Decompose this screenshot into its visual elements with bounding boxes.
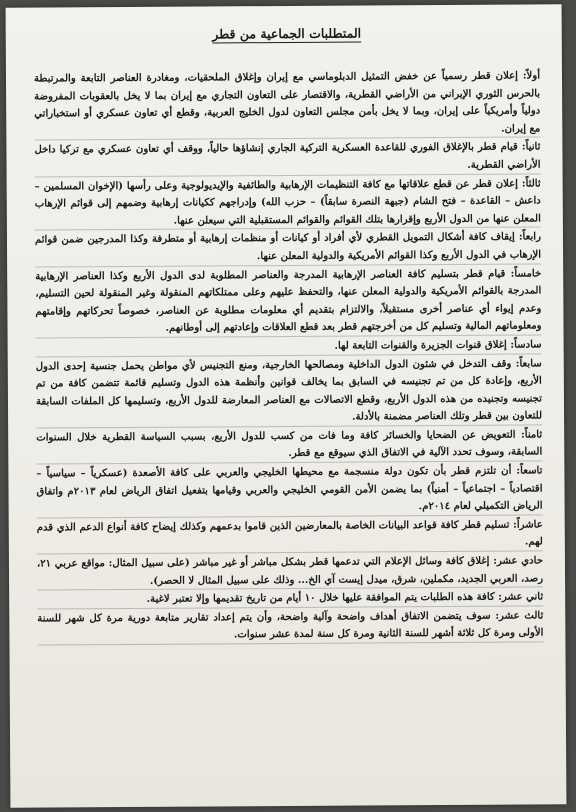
clause-12 bbox=[37, 589, 543, 610]
document-title: المتطلبات الجماعية من قطر bbox=[212, 25, 362, 42]
clause-3 bbox=[35, 175, 541, 231]
clause-text: وقف التدخل في شئون الدول الداخلية ومصالحها الخارجية، ومنع التجنيس لأي مواطن يحمل جنسية إحدى الدول الأربع، وإعادة كل من تم تجنيسه في السابق بما يخالف قوانين وأنظمة هذه الدول وتسليم قائمة تتضمن كافة من تم تجنيسه وتجنيده من هذه الدول الأربع، وقطع الاتصالات مع العناصر المعارضة للدول الأربع، وتسليمها كل الملفات السابقة للتعاون بين قطر وتلك العناصر مضمنة بالأدلة. bbox=[35, 358, 543, 423]
document-page bbox=[6, 4, 567, 807]
clause-label: أولاً: bbox=[522, 70, 541, 82]
clause-text: إعلان قطر عن قطع علاقاتها مع كافة التنظيمات الإرهابية والطائفية والإيديولوجية وعلى رأسها (الإخوان المسلمين – داعش – القاعدة – فتح الشام (جبهة النصرة سابقاً) – حزب الله) وإدراجهم ككيانات إرهابية وضمهم إلى قوائم الإرهاب المعلن عنها من الدول الأربع وإقرارها بتلك القوائم والقوائم المستقبلية التي سيعلن عنها. bbox=[34, 178, 541, 227]
clause-7 bbox=[36, 355, 542, 428]
clause-label: رابعاً: bbox=[518, 231, 542, 243]
clause-text: سوف يتضمن الاتفاق أهداف واضحة وآلية واضحة، وأن يتم إعداد تقارير متابعة دورية مرة كل شهر للسنة الأولى ومرة كل ثلاثة أشهر للسنة الثانية ومرة كل سنة لمدة عشر سنوات. bbox=[37, 610, 544, 641]
clause-label: ثالثاً: bbox=[521, 178, 541, 190]
clause-label: ثاني عشر: bbox=[498, 591, 544, 603]
clause-text: التعويض عن الضحايا والخسائر كافة وما فات من كسب للدول الأربع، بسبب السياسة القطرية خلال السنوات السابقة، وسوف تحدد الآلية في الاتفاق الذي سيوقع مع قطر. bbox=[36, 429, 543, 460]
clause-label: سابعاً: bbox=[515, 357, 542, 370]
clause-label: عاشراً: bbox=[513, 519, 543, 531]
clause-2 bbox=[34, 139, 540, 177]
clause-text: تسليم قطر كافة قواعد البيانات الخاصة بالمعارضين الذين قاموا بدعمهم وكذلك إيضاح كافة أنواع الدعم الذي قدم لهم. bbox=[36, 519, 543, 548]
clause-text: إغلاق كافة وسائل الإعلام التي تدعمها قطر بشكل مباشر أو غير مباشر (على سبيل المثال: مواقع عربي ٢١، رصد، العربي الجديد، مكملين، شرق، ميدل إيست آي الخ... وذلك على سبيل المثال لا الحصر). bbox=[36, 555, 544, 587]
clause-text: إغلاق قنوات الجزيرة والقنوات التابعة لها. bbox=[334, 339, 507, 352]
clause-13 bbox=[37, 607, 543, 645]
clause-11 bbox=[37, 552, 543, 590]
clause-label: حادي عشر: bbox=[493, 555, 543, 567]
clause-5 bbox=[35, 265, 541, 338]
clause-label: ثامناً: bbox=[521, 429, 543, 441]
clause-4 bbox=[35, 229, 541, 267]
clause-text: إيقاف كافة أشكال التمويل القطري لأي أفراد أو كيانات أو منظمات إرهابية أو متطرفة وكذا المدرجين ضمن قوائم الإرهاب في الدول الأربع وكذا القوائم الأمريكية والدولية المعلن عنها. bbox=[34, 231, 542, 263]
clause-text: أن تلتزم قطر بأن تكون دولة منسجمة مع محيطها الخليجي والعربي على كافة الأصعدة (عسكرياً – سياسياً – اقتصادياً – اجتماعياً – أمنياً) بما يضمن الأمن القومي الخليجي والعربي وقيامها بتفعيل اتفاق الرياض لعام ٢٠١٣م واتفاق الرياض التكميلي لعام ٢٠١٤م. bbox=[36, 465, 543, 513]
clause-text: كافة هذه الطلبات يتم الموافقة عليها خلال ١٠ أيام من تاريخ تقديمها وإلا تعتبر لاغية. bbox=[146, 591, 495, 606]
clause-text: إعلان قطر رسمياً عن خفض التمثيل الدبلوماسي مع إيران وإغلاق الملحقيات، ومغادرة العناصر التابعة والمرتبطة بالحرس الثوري الإيراني من الأراضي القطرية، والاقتصار على التعاون التجاري مع إيران بما لا يخل بالعقوبات المفروضة دولياً وأمريكياً على إيران، وبما لا يخل بأمن مجلس التعاون لدول الخليج العربية، وقطع أي تعاون عسكري أو استخباراتي مع إيران. bbox=[33, 70, 541, 135]
clause-label: ثانياً: bbox=[521, 141, 541, 153]
clause-6 bbox=[36, 336, 542, 357]
clause-text: قيام قطر بتسليم كافة العناصر الإرهابية المدرجة والعناصر المطلوبة لدى الدول الأربع وكذا العناصر الإرهابية المدرجة بالقوائم الأمريكية والدولية المعلن عنها، والتحفظ عليهم وعلى ممتلكاتهم المنقولة وغير المنقولة لحين التسليم، وعدم إيواء أي عناصر أخرى مستقبلاً، والالتزام بتقديم أي معلومات مطلوبة عن العناصر، خصوصاً تحركاتهم وإقامتهم ومعلوماتهم المالية وتسليم كل من أخرجتهم قطر بعد قطع العلاقات وإعادتهم إلى أوطانهم. bbox=[35, 268, 542, 335]
clause-8 bbox=[36, 426, 542, 464]
clause-9 bbox=[36, 462, 542, 518]
clause-label: سادساً: bbox=[510, 339, 542, 351]
clause-text: قيام قطر بالإغلاق الفوري للقاعدة العسكرية التركية الجاري إنشاؤها حالياً، ووقف أي تعاون عسكري مع تركيا داخل الأراضي القطرية. bbox=[34, 141, 541, 171]
clause-label: تاسعاً: bbox=[516, 465, 543, 477]
clause-label: ثالث عشر: bbox=[495, 610, 544, 622]
clause-label: خامساً: bbox=[510, 267, 542, 280]
document-body bbox=[34, 24, 545, 795]
clause-10 bbox=[37, 516, 543, 554]
clause-1 bbox=[34, 67, 540, 140]
